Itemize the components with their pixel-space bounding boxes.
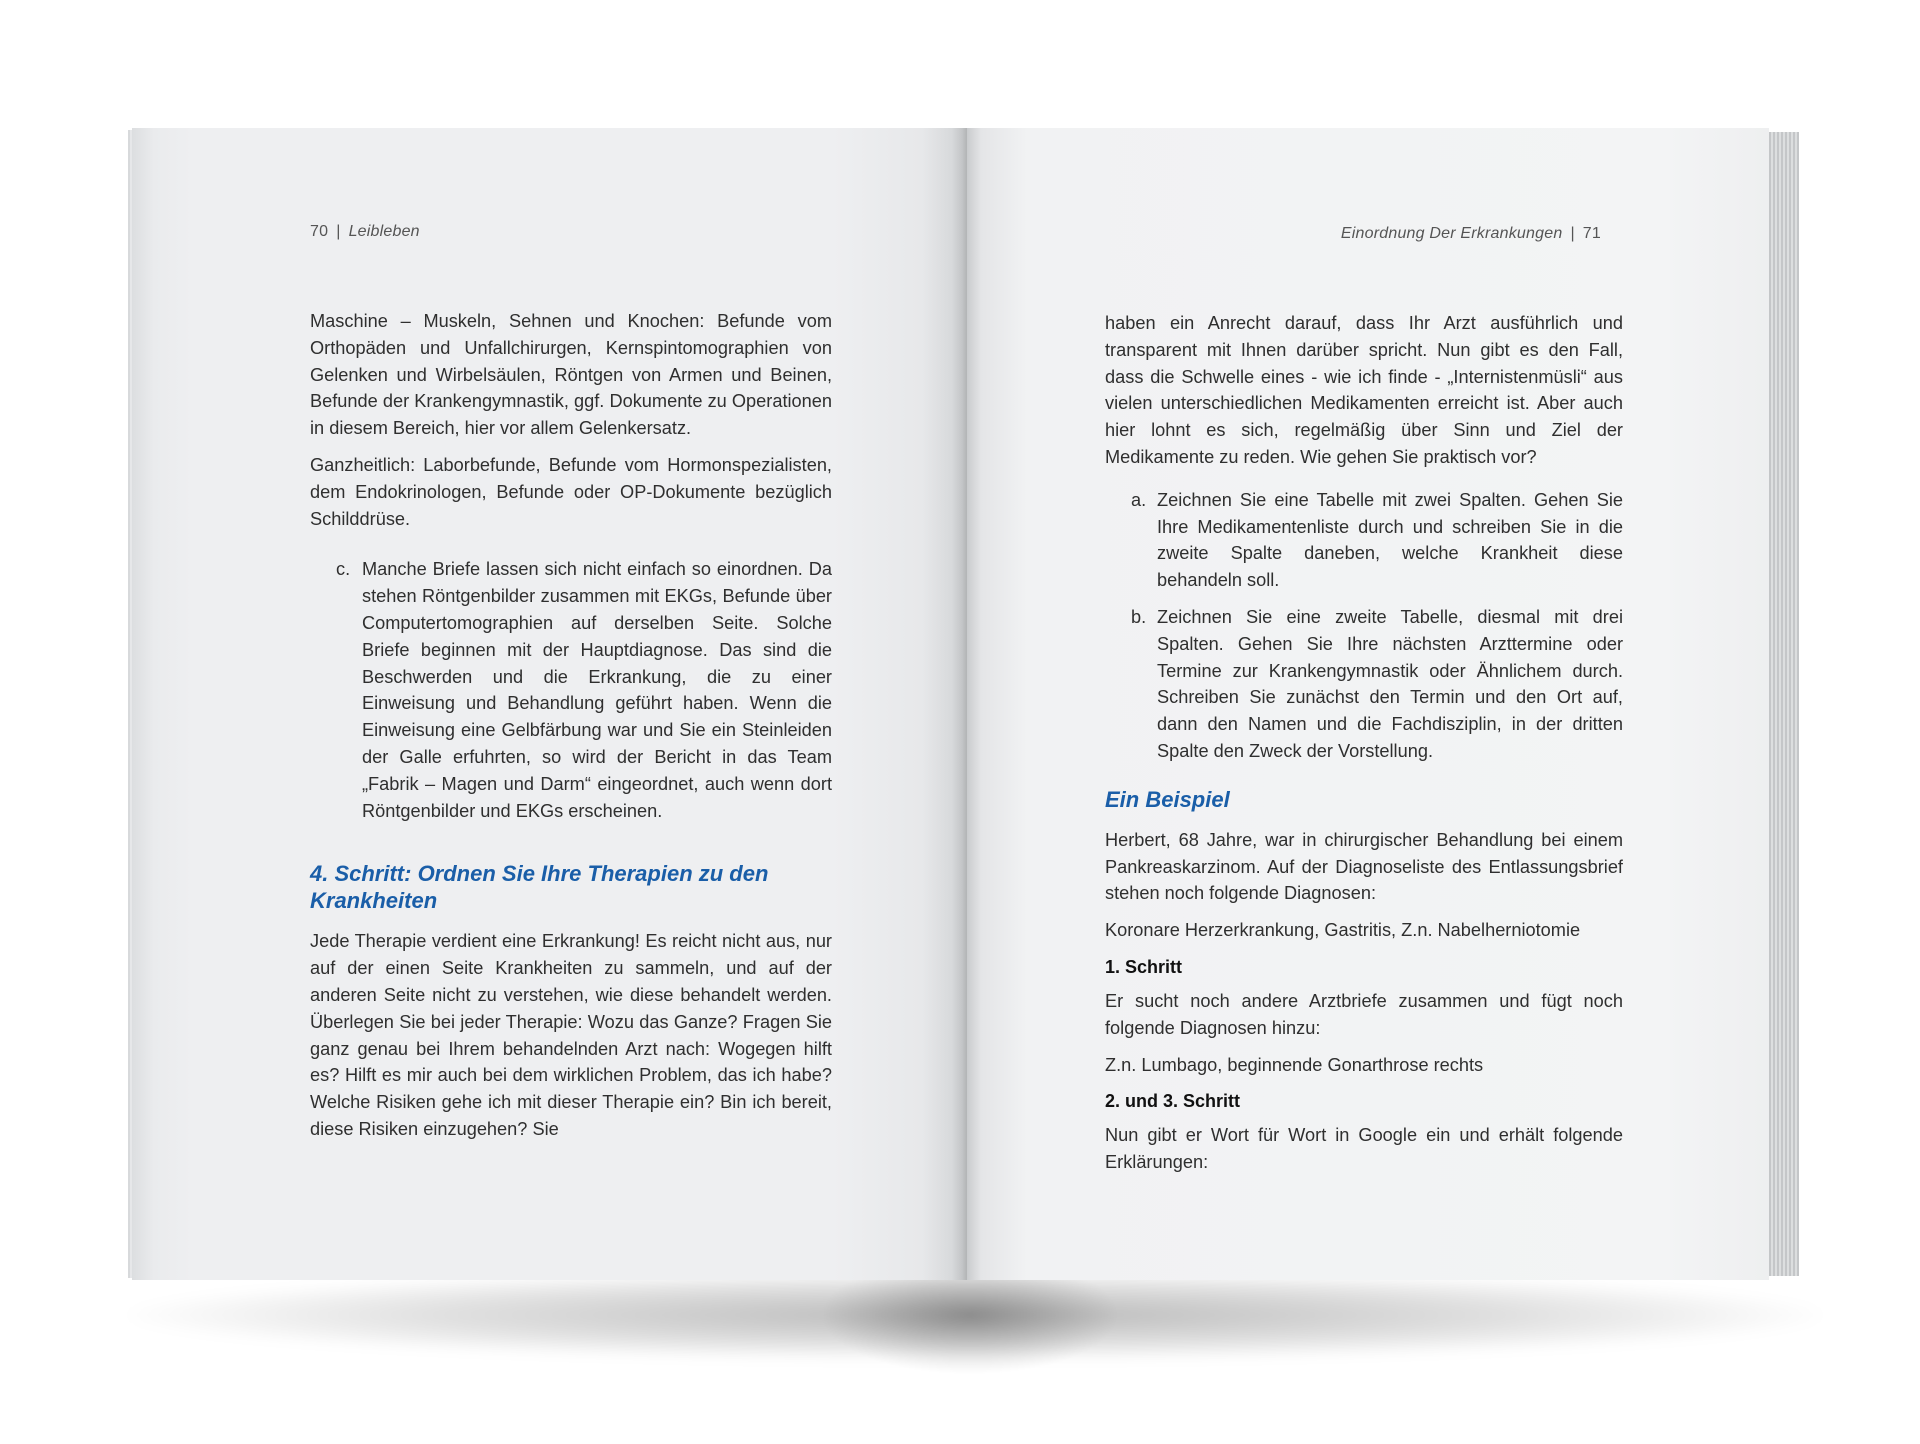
list-item-c [310,556,832,824]
step-1-title: 1. Schritt [1105,956,1183,977]
list-item-b [1105,604,1623,765]
diagnoses-list-1: Koronare Herzerkrankung, Gastritis, Z.n. Nabelherniotomie [1105,920,1581,941]
list-item-b-label: b. [1131,606,1147,627]
right-paragraph-3: Er sucht noch andere Arztbriefe zusammen und fügt noch folgende Diagnosen hinzu: [1105,990,1623,1038]
left-paragraph-2: Ganzheitlich: Laborbefunde, Befunde vom Hormonspezialisten, dem Endokrinologen, Befunde oder OP-Dokumente bezüglich Schilddrüse. [310,454,832,529]
right-page-number: 71 [1582,225,1601,242]
right-header-separator: | [1570,225,1575,242]
list-item-a [1105,487,1623,594]
section-heading-example: Ein Beispiel [1105,786,1230,812]
list-item-c-label: c. [336,559,351,580]
list-item-b-text: Zeichnen Sie eine zweite Tabelle, diesmal mit drei Spalten. Gehen Sie Ihre nächsten Arzttermine oder Termine zur Krankengymnastik oder Ähnlichem durch. Schreiben Sie zunächst den Termin und den Ort auf, dann den Namen und die Fachdisziplin, in der dritten Spalte den Zweck der Vorstellung. [1157,606,1623,761]
list-item-c-text: Manche Briefe lassen sich nicht einfach so einordnen. Da stehen Röntgenbilder zusammen mit EKGs, Befunde über Computertomographien auf derselben Seite. Solche Briefe beginnen mit der Hauptdiagnose. Das sind die Beschwerden und die Erkrankung, die zu einer Einweisung und Behandlung geführt haben. Wenn die Einweisung eine Gelbfärbung war und Sie ein Steinleiden der Galle erfuhrten, so wird der Bericht in das Team „Fabrik – Magen und Darm“ eingeordnet, auch wenn dort Röntgenbilder und EKGs erscheinen. [362,559,832,821]
left-paragraph-3: Jede Therapie verdient eine Erkrankung! Es reicht nicht aus, nur auf der einen Seite Krankheiten zu sammeln, und auf der anderen Seite nicht zu verstehen, wie diese behandelt werden. Überlegen Sie bei jeder Therapie: Wozu das Ganze? Fragen Sie ganz genau bei Ihrem behandelnden Arzt nach: Wogegen hilft es? Hilft es mir auch bei dem wirklichen Problem, das ich habe? Welche Risiken gehe ich mit dieser Therapie ein? Bin ich bereit, diese Risiken einzugehen? Sie [310,931,832,1139]
right-running-title: Einordnung Der Erkrankungen [1340,225,1563,242]
left-page-number: 70 [310,223,329,240]
right-paragraph-2: Herbert, 68 Jahre, war in chirurgischer Behandlung bei einem Pankreaskarzinom. Auf der Diagnoseliste des Entlassungsbrief stehen noch folgende Diagnosen: [1105,829,1623,904]
right-page [967,128,1769,1280]
right-page-body [1105,310,1623,1186]
list-item-a-text: Zeichnen Sie eine Tabelle mit zwei Spalten. Gehen Sie Ihre Medikamentenliste durch und schreiben Sie in die zweite Spalte daneben, welche Krankheit diese behandeln soll. [1157,489,1623,591]
diagnoses-list-2: Z.n. Lumbago, beginnende Gonarthrose rechts [1105,1054,1484,1075]
right-paragraph-4: Nun gibt er Wort für Wort in Google ein und erhält folgende Erklärungen: [1105,1125,1623,1173]
right-running-header [1255,225,1601,243]
left-running-header [310,223,420,241]
right-paragraph-1: haben ein Anrecht darauf, dass Ihr Arzt ausführlich und transparent mit Ihnen darüber spricht. Nun gibt es den Fall, dass die Schwelle eines - wie ich finde - „Internistenmüsli“ aus vielen unterschiedlichen Medikamenten erreicht ist. Aber auch hier lohnt es sich, regelmäßig über Sinn und Ziel der Medikamente zu reden. Wie gehen Sie praktisch vor? [1105,313,1623,467]
open-book [132,128,1797,1280]
section-heading-step-4: 4. Schritt: Ordnen Sie Ihre Therapien zu den Krankheiten [310,861,769,914]
right-page-edges [1769,132,1799,1276]
left-page [132,128,967,1280]
left-page-body [310,308,832,1153]
left-header-separator: | [336,223,341,240]
step-2-3-title: 2. und 3. Schritt [1105,1091,1241,1112]
left-running-title: Leibleben [348,223,420,240]
list-item-a-label: a. [1131,489,1147,510]
left-paragraph-1: Maschine – Muskeln, Sehnen und Knochen: Befunde vom Orthopäden und Unfallchirurgen, Kernspintomographien von Gelenken und Wirbelsäulen, Röntgen von Armen und Beinen, Befunde der Krankengymnastik, ggf. Dokumente zu Operationen in diesem Bereich, hier vor allem Gelenkersatz. [310,311,832,439]
